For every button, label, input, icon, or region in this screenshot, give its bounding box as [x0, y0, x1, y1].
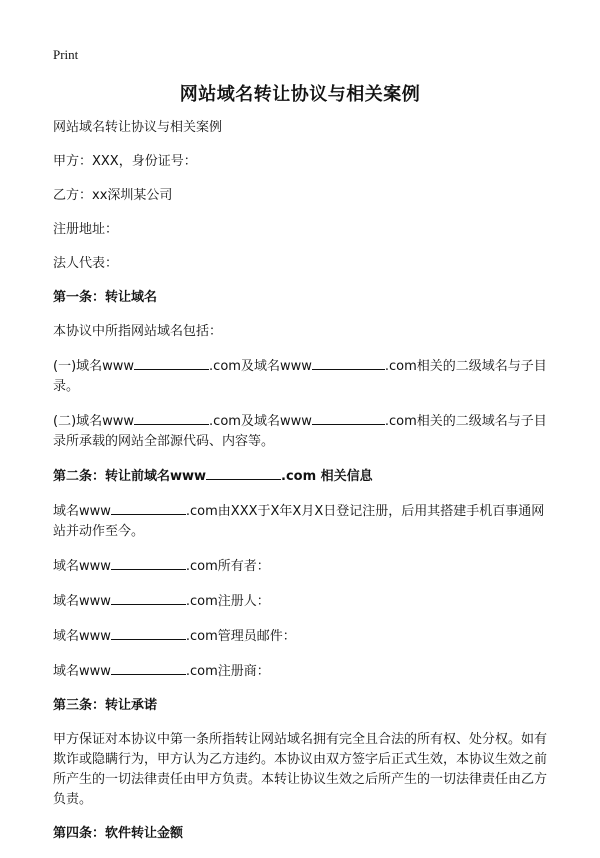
registered-address: 注册地址：: [53, 222, 119, 237]
article-1-item-1: [53, 356, 549, 397]
fill-blank: [206, 466, 281, 480]
domain-registrar-line: [53, 661, 549, 682]
item-2-part-c: .com相关的二级域名与子目录所承载的网站全部源代码、内容等。: [53, 414, 547, 449]
item-2-part-b: .com及域名www: [209, 414, 312, 429]
party-a: 甲方：XXX，身份证号：: [53, 154, 197, 169]
domain-owner-line: [53, 556, 549, 577]
domain-admin-email-line: [53, 626, 549, 647]
domain-registrant-line: [53, 591, 549, 612]
fill-blank: [111, 591, 186, 605]
legal-representative: 法人代表：: [53, 256, 119, 271]
article-2-heading-b: .com 相关信息: [281, 469, 373, 484]
admin-email-part-a: 域名www: [53, 629, 111, 644]
document-body: [53, 118, 549, 858]
print-link[interactable]: Print: [53, 47, 79, 62]
article-2-registration: [53, 501, 549, 542]
fill-blank: [111, 501, 186, 515]
article-1-intro: 本协议中所指网站域名包括：: [53, 324, 223, 339]
article-3-heading: 第三条：转让承诺: [53, 698, 158, 713]
registrant-part-b: .com注册人：: [185, 594, 270, 609]
admin-email-part-b: .com管理员邮件：: [185, 629, 296, 644]
fill-blank: [111, 626, 186, 640]
fill-blank: [134, 411, 209, 425]
article-1-heading: 第一条：转让域名: [53, 290, 158, 305]
party-b: 乙方：xx深圳某公司: [53, 188, 173, 203]
page-title: 网站域名转让协议与相关案例: [179, 84, 421, 105]
fill-blank: [312, 411, 385, 425]
article-1-item-2: [53, 411, 549, 452]
item-1-part-c: .com相关的二级域名与子目录。: [53, 359, 547, 394]
article-4-heading: 第四条：软件转让金额: [53, 826, 184, 841]
article-2-heading: [53, 466, 549, 487]
reg-part-a: 域名www: [53, 504, 111, 519]
owner-part-a: 域名www: [53, 559, 111, 574]
article-3-body: 甲方保证对本协议中第一条所指转让网站域名拥有完全且合法的所有权、处分权。如有欺诈或隐瞒行为，甲方认为乙方违约。本协议由双方签字后正式生效，本协议生效之前所产生的一切法律责任由甲方负责。本转让协议生效之后所产生的一切法律责任由乙方负责。: [53, 732, 548, 807]
registrar-part-a: 域名www: [53, 664, 111, 679]
owner-part-b: .com所有者：: [185, 559, 270, 574]
fill-blank: [134, 356, 209, 370]
registrar-part-b: .com注册商：: [185, 664, 270, 679]
fill-blank: [111, 661, 186, 675]
reg-part-b: .com由XXX于X年X月X日登记注册，后用其搭建手机百事通网站并动作至今。: [53, 504, 545, 539]
fill-blank: [111, 556, 186, 570]
subtitle: 网站域名转让协议与相关案例: [53, 120, 223, 135]
article-2-heading-a: 第二条：转让前域名www: [53, 469, 207, 484]
item-1-part-b: .com及域名www: [209, 359, 312, 374]
registrant-part-a: 域名www: [53, 594, 111, 609]
fill-blank: [312, 356, 385, 370]
item-1-part-a: (一)域名www: [53, 359, 135, 374]
item-2-part-a: (二)域名www: [53, 414, 135, 429]
